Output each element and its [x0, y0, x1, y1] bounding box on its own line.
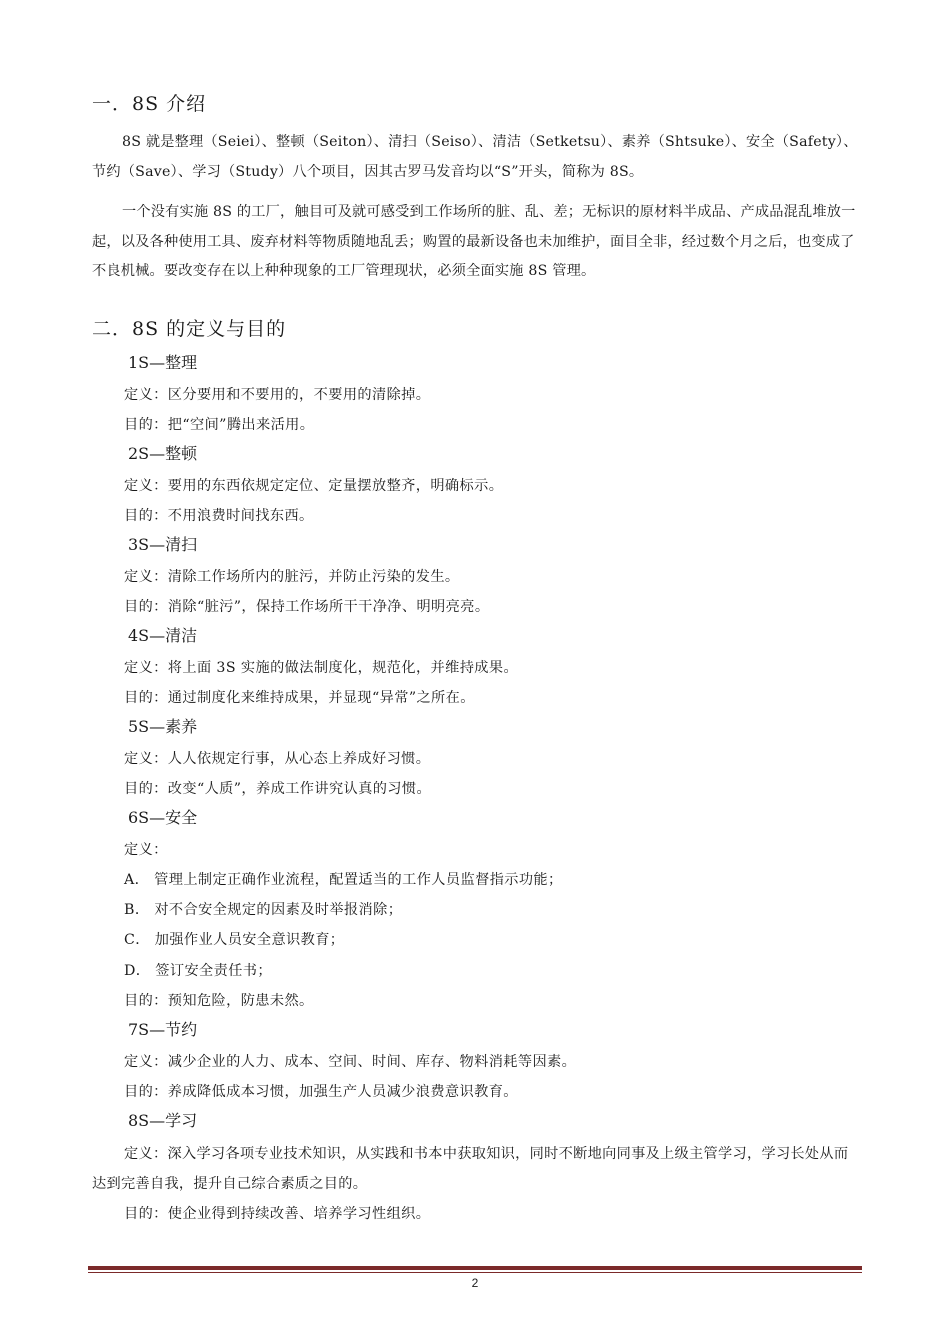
- section2-heading: 二．8S 的定义与目的: [92, 318, 287, 340]
- item-6s-list-item-a: A． 管理上制定正确作业流程，配置适当的工作人员监督指示功能；: [124, 872, 563, 888]
- item-3s-goal: 目的：消除“脏污”，保持工作场所干干净净、明明亮亮。: [124, 599, 490, 615]
- item-4s-goal: 目的：通过制度化来维持成果，并显现“异常”之所在。: [124, 690, 475, 706]
- item-7s-title: 7S—节约: [128, 1020, 198, 1039]
- item-6s-goal: 目的：预知危险，防患未然。: [124, 993, 314, 1009]
- item-7s-goal: 目的：养成降低成本习惯，加强生产人员减少浪费意识教育。: [124, 1084, 518, 1100]
- item-2s-goal: 目的：不用浪费时间找东西。: [124, 508, 314, 524]
- item-5s-goal: 目的：改变“人质”，养成工作讲究认真的习惯。: [124, 781, 432, 797]
- item-5s-definition: 定义：人人依规定行事，从心态上养成好习惯。: [124, 751, 431, 767]
- item-4s-title: 4S—清洁: [128, 626, 198, 645]
- item-5s-title: 5S—素养: [128, 717, 198, 736]
- item-3s-title: 3S—清扫: [128, 535, 198, 554]
- item-8s-title: 8S—学习: [128, 1111, 198, 1130]
- item-6s-title: 6S—安全: [128, 808, 198, 827]
- item-3s-definition: 定义：清除工作场所内的脏污，并防止污染的发生。: [124, 569, 460, 585]
- item-2s-definition: 定义：要用的东西依规定定位、定量摆放整齐，明确标示。: [124, 478, 504, 494]
- item-8s-definition: 定义：深入学习各项专业技术知识，从实践和书本中获取知识，同时不断地向同事及上级主管学习，学习长处从而达到完善自我，提升自己综合素质之目的。: [92, 1146, 849, 1192]
- page-number: 2: [471, 1276, 479, 1290]
- item-6s-list-item-d: D． 签订安全责任书；: [124, 963, 272, 979]
- item-1s-definition: 定义：区分要用和不要用的，不要用的清除掉。: [124, 387, 431, 403]
- item-1s-goal: 目的：把“空间”腾出来活用。: [124, 417, 315, 433]
- section1-paragraph-1: 8S 就是整理（Seiei）、整顿（Seiton）、清扫（Seiso）、清洁（Setketsu）、素养（Shtsuke）、安全（Safety）、节约（Save）、学习（Study）八个项目，因其古罗马发音均以“S”开头，简称为 8S。: [92, 134, 858, 180]
- item-1s-title: 1S—整理: [128, 353, 198, 372]
- item-6s-definition: 定义：: [124, 842, 168, 858]
- footer-rule-thick: [88, 1266, 862, 1270]
- item-2s-title: 2S—整顿: [128, 444, 198, 463]
- section1-paragraph-2: 一个没有实施 8S 的工厂，触目可及就可感受到工作场所的脏、乱、差；无标识的原材料半成品、产成品混乱堆放一起，以及各种使用工具、废弃材料等物质随地乱丢；购置的最新设备也未加维护，面目全非，经过数个月之后，也变成了不良机械。要改变存在以上种种现象的工厂管理现状，必须全面实施 8S 管理。: [92, 204, 856, 279]
- item-6s-list-item-b: B． 对不合安全规定的因素及时举报消除；: [124, 902, 403, 918]
- item-4s-definition: 定义：将上面 3S 实施的做法制度化，规范化，并维持成果。: [124, 660, 519, 676]
- section1-heading: 一．8S 介绍: [92, 93, 207, 115]
- item-7s-definition: 定义：减少企业的人力、成本、空间、时间、库存、物料消耗等因素。: [124, 1054, 577, 1070]
- item-6s-list-item-c: C． 加强作业人员安全意识教育；: [124, 932, 345, 948]
- item-8s-goal: 目的：使企业得到持续改善、培养学习性组织。: [124, 1206, 431, 1222]
- footer-rule-thin: [88, 1272, 862, 1273]
